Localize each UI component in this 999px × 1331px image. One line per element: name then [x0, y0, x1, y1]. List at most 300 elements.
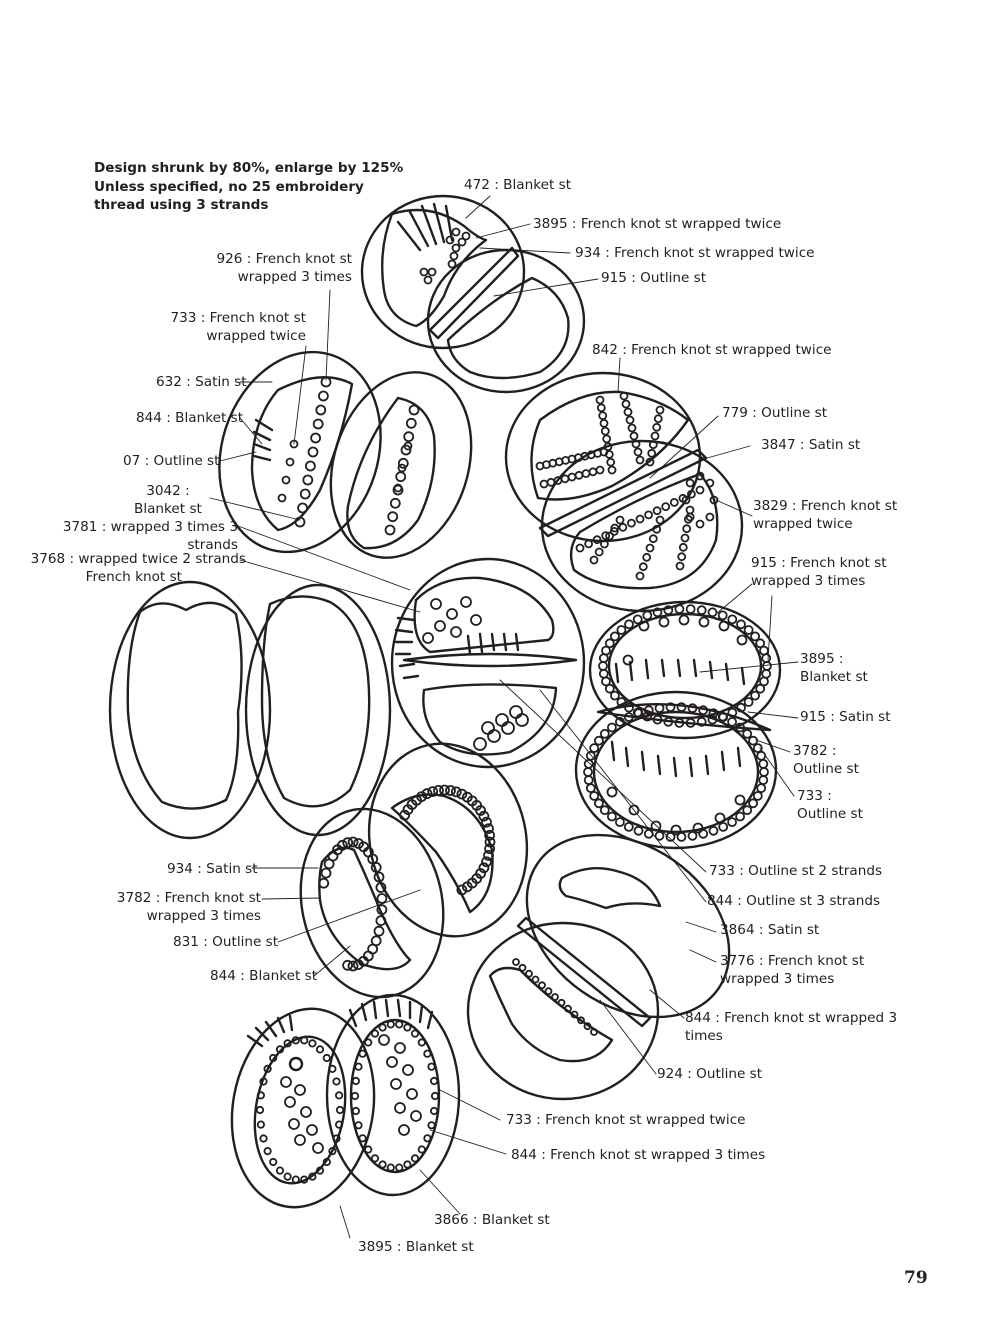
label-3042-line-2: Blanket st [134, 500, 202, 517]
french-knot-dot [431, 599, 441, 609]
french-knot-dot [353, 1108, 359, 1114]
french-knot-dot [391, 1079, 401, 1089]
french-knot-dot [461, 597, 471, 607]
french-knot-dot [309, 448, 318, 457]
french-knot-dot [637, 516, 644, 523]
french-knot-dot [270, 1159, 276, 1165]
label-3782-outline [793, 743, 859, 778]
label-472-blanket: 472 : Blanket st [464, 177, 572, 193]
french-knot-dot [396, 1021, 402, 1027]
label-733-outline [797, 788, 863, 823]
french-knot-dot [386, 526, 395, 535]
label-733-french-knot-bottom: 733 : French knot st wrapped twice [506, 1112, 746, 1128]
french-knot-dot [590, 792, 598, 800]
french-knot-dot [314, 420, 323, 429]
french-knot-dot [680, 616, 689, 625]
french-knot-dot [482, 722, 494, 734]
french-knot-dot [353, 1078, 359, 1084]
french-knot-dot [716, 814, 725, 823]
french-knot-dot [313, 1143, 323, 1153]
french-knot-dot [611, 632, 619, 640]
french-knot-dot [474, 738, 486, 750]
french-knot-dot [608, 788, 617, 797]
french-knot-dot [585, 776, 593, 784]
french-knot-dot [751, 692, 759, 700]
french-knot-dot [447, 609, 457, 619]
french-knot-dot [719, 823, 727, 831]
french-knot-dot [407, 1089, 417, 1099]
french-knot-dot [407, 419, 416, 428]
page-number: 79 [904, 1268, 928, 1288]
french-knot-dot [623, 401, 630, 408]
french-knot-dot [431, 1108, 437, 1114]
french-knot-dot [322, 869, 331, 878]
french-knot-dot [759, 760, 767, 768]
french-knot-dot [548, 479, 555, 486]
french-knot-dot [404, 1161, 410, 1167]
french-knot-dot [698, 606, 706, 614]
french-knot-dot [404, 1024, 410, 1030]
french-knot-dot [541, 481, 548, 488]
label-3895b-line-1: 3895 : [800, 651, 844, 667]
label-3895-blanket-bottom: 3895 : Blanket st [358, 1239, 474, 1255]
french-knot-dot [295, 1135, 305, 1145]
label-3895-blanket [800, 651, 868, 686]
french-knot-dot [421, 269, 428, 276]
french-knot-dot [720, 622, 729, 631]
french-knot-dot [452, 787, 461, 796]
label-3776-line-1: 3776 : French knot st [720, 953, 865, 969]
label-733b-line-2: Outline st [797, 805, 863, 822]
french-knot-dot [319, 392, 328, 401]
french-knot-dot [596, 549, 603, 556]
french-knot-dot [728, 718, 736, 726]
french-knot-dot [700, 618, 709, 627]
french-knot-dot [625, 409, 632, 416]
french-knot-dot [396, 472, 405, 481]
french-knot-dot [697, 521, 704, 528]
label-3866-blanket: 3866 : Blanket st [434, 1212, 550, 1228]
french-knot-dot [311, 434, 320, 443]
french-knot-dot [759, 776, 767, 784]
french-knot-dot [591, 557, 598, 564]
french-knot-dot [359, 1051, 365, 1057]
french-knot-dot [432, 1093, 438, 1099]
label-3829-line-2: wrapped twice [753, 515, 853, 532]
design-note-line-1: Design shrunk by 80%, enlarge by 125% [94, 160, 404, 176]
label-915-french-knot [751, 555, 887, 590]
french-knot-dot [617, 626, 625, 634]
french-knot-dot [607, 459, 614, 466]
seed-pod-lower-right [468, 797, 764, 1099]
french-knot-dot [590, 468, 597, 475]
french-knot-dot [655, 415, 662, 422]
french-knot-dot [624, 656, 633, 665]
french-knot-dot [516, 714, 528, 726]
french-knot-dot [453, 245, 460, 252]
french-knot-dot [760, 768, 768, 776]
french-knot-dot [743, 730, 751, 738]
french-knot-dot [301, 1107, 311, 1117]
french-knot-dot [399, 459, 408, 468]
french-knot-dot [597, 397, 604, 404]
label-934-french-knot: 934 : French knot st wrapped twice [575, 245, 815, 261]
label-844c-line-1: 844 : French knot st wrapped 3 [685, 1010, 898, 1026]
french-knot-dot [429, 269, 436, 276]
french-knot-dot [657, 517, 664, 524]
french-knot-dot [379, 1024, 385, 1030]
french-knot-dot [762, 654, 770, 662]
label-3829-french-knot [753, 498, 897, 533]
french-knot-dot [635, 449, 642, 456]
french-knot-dot [533, 977, 539, 983]
french-knot-dot [295, 1085, 305, 1095]
french-knot-dot [601, 420, 608, 427]
french-knot-dot [640, 563, 647, 570]
label-3847-satin: 3847 : Satin st [761, 437, 861, 453]
french-knot-dot [471, 615, 481, 625]
french-knot-dot [424, 1135, 430, 1141]
design-note [94, 159, 403, 215]
french-knot-dot [260, 1135, 266, 1141]
french-knot-dot [635, 827, 643, 835]
french-knot-dot [411, 1111, 421, 1121]
french-knot-dot [584, 768, 592, 776]
french-knot-dot [343, 961, 352, 970]
french-knot-dot [410, 406, 419, 415]
label-3781-line-2: strands [187, 536, 238, 553]
french-knot-dot [743, 806, 751, 814]
french-knot-dot [365, 1039, 371, 1045]
label-926-french-knot [216, 251, 352, 286]
french-knot-dot [539, 982, 545, 988]
french-knot-dot [595, 799, 603, 807]
french-knot-dot [763, 662, 771, 670]
french-knot-dot [749, 799, 757, 807]
label-3042-line-1: 3042 : [146, 483, 190, 499]
label-733-line-1: 733 : French knot st [170, 310, 306, 326]
french-knot-dot [372, 1030, 378, 1036]
french-knot-dot [284, 1173, 290, 1179]
french-knot-dot [637, 457, 644, 464]
french-knot-dot [391, 499, 400, 508]
french-knot-dot [428, 1122, 434, 1128]
label-07-outline: 07 : Outline st [123, 453, 220, 469]
design-note-line-2: Unless specified, no 25 embroidery [94, 178, 364, 195]
french-knot-dot [647, 545, 654, 552]
french-knot-dot [395, 1103, 405, 1113]
french-knot-dot [706, 514, 713, 521]
label-3829-line-1: 3829 : French knot st [753, 498, 898, 514]
label-3781 [63, 519, 238, 554]
french-knot-dot [736, 796, 745, 805]
french-knot-dot [587, 752, 595, 760]
french-knot-dot [616, 818, 624, 826]
label-844-outline-3-strands: 844 : Outline st 3 strands [707, 893, 881, 909]
french-knot-dot [737, 620, 745, 628]
french-knot-dot [412, 1155, 418, 1161]
label-926-line-2: wrapped 3 times [237, 268, 352, 285]
french-knot-dot [283, 477, 290, 484]
french-knot-dot [662, 503, 669, 510]
french-knot-dot [317, 1046, 323, 1052]
french-knot-dot [355, 1064, 361, 1070]
french-knot-dot [510, 706, 522, 718]
label-3864-satin: 3864 : Satin st [720, 922, 820, 938]
french-knot-dot [745, 698, 753, 706]
french-knot-dot [301, 490, 310, 499]
french-knot-dot [678, 553, 685, 560]
french-knot-dot [587, 784, 595, 792]
french-knot-dot [650, 535, 657, 542]
french-knot-dot [585, 760, 593, 768]
french-knot-dot [682, 535, 689, 542]
french-knot-dot [680, 544, 687, 551]
french-knot-dot [333, 1078, 339, 1084]
french-knot-dot [316, 406, 325, 415]
french-knot-dot [598, 404, 605, 411]
label-915b-line-2: wrapped 3 times [751, 572, 866, 589]
french-knot-dot [648, 450, 655, 457]
french-knot-dot [352, 1093, 358, 1099]
french-knot-dot [736, 813, 744, 821]
french-knot-dot [728, 818, 736, 826]
french-knot-dot [309, 1040, 315, 1046]
french-knot-dot [496, 714, 508, 726]
french-knot-dot [599, 412, 606, 419]
french-knot-dot [631, 433, 638, 440]
french-knot-dot [423, 633, 433, 643]
label-3776-line-2: wrapped 3 times [720, 970, 835, 987]
label-3895b-line-2: Blanket st [800, 668, 868, 685]
french-knot-dot [689, 832, 697, 840]
french-knot-dot [583, 470, 590, 477]
french-knot-dot [719, 611, 727, 619]
french-knot-dot [387, 1057, 397, 1067]
french-knot-dot [404, 432, 413, 441]
french-knot-dot [601, 806, 609, 814]
french-knot-dot [257, 1107, 263, 1113]
french-knot-dot [459, 239, 466, 246]
french-knot-dot [307, 1125, 317, 1135]
french-knot-dot [412, 1030, 418, 1036]
french-knot-dot [359, 1135, 365, 1141]
french-knot-dot [677, 563, 684, 570]
french-knot-dot [609, 467, 616, 474]
french-knot-dot [608, 813, 616, 821]
french-knot-dot [562, 475, 569, 482]
label-934-satin: 934 : Satin st [167, 861, 258, 877]
french-knot-dot [355, 1122, 361, 1128]
french-knot-dot [601, 730, 609, 738]
french-knot-dot [585, 540, 592, 547]
seed-pod-large-left [110, 582, 390, 838]
french-knot-dot [289, 1119, 299, 1129]
french-knot-dot [687, 605, 695, 613]
label-831-outline: 831 : Outline st [173, 934, 279, 950]
french-knot-dot [502, 722, 514, 734]
french-knot-dot [687, 480, 694, 487]
french-knot-dot [337, 1107, 343, 1113]
french-knot-dot [757, 752, 765, 760]
french-knot-dot [654, 507, 661, 514]
label-3782b-line-1: 3782 : French knot st [116, 890, 261, 906]
label-924-outline: 924 : Outline st [657, 1066, 763, 1082]
label-3782-french-knot [117, 890, 261, 925]
label-3782b-line-2: wrapped 3 times [146, 907, 261, 924]
french-knot-dot [324, 1055, 330, 1061]
label-733b-line-1: 733 : [797, 788, 832, 804]
label-915b-line-1: 915 : French knot st [751, 555, 887, 571]
label-779-outline: 779 : Outline st [722, 405, 828, 421]
french-knot-dot [453, 229, 460, 236]
french-knot-dot [697, 487, 704, 494]
french-knot-dot [428, 1064, 434, 1070]
label-842-french-knot: 842 : French knot st wrapped twice [592, 342, 832, 358]
french-knot-dot [488, 730, 500, 742]
french-knot-dot [577, 545, 584, 552]
label-915-outline: 915 : Outline st [601, 270, 707, 286]
french-knot-dot [552, 994, 558, 1000]
label-844-french-knot-bottom: 844 : French knot st wrapped 3 times [511, 1147, 766, 1163]
seed-pod-right-middle [576, 602, 780, 848]
french-knot-dot [431, 1078, 437, 1084]
label-733-line-2: wrapped twice [206, 327, 306, 344]
french-knot-dot [395, 1043, 405, 1053]
label-844c-line-2: times [685, 1027, 723, 1044]
french-knot-dot [645, 511, 652, 518]
french-knot-dot [451, 627, 461, 637]
label-3768 [31, 551, 246, 586]
french-knot-dot [595, 737, 603, 745]
french-knot-dot [281, 1077, 291, 1087]
french-knot-dot [293, 1176, 299, 1182]
french-knot-dot [627, 417, 634, 424]
french-knot-dot [597, 467, 604, 474]
french-knot-dot [653, 424, 660, 431]
french-knot-dot [600, 670, 608, 678]
french-knot-dot [419, 1039, 425, 1045]
french-knot-dot [602, 428, 609, 435]
french-knot-dot [628, 520, 635, 527]
french-knot-dot [435, 621, 445, 631]
label-632-satin: 632 : Satin st [156, 374, 247, 390]
french-knot-dot [625, 620, 633, 628]
french-knot-dot [303, 476, 312, 485]
french-knot-dot [576, 472, 583, 479]
french-knot-dot [660, 618, 669, 627]
french-knot-dot [745, 626, 753, 634]
french-knot-dot [608, 724, 616, 732]
french-knot-dot [287, 459, 294, 466]
french-knot-dot [372, 1155, 378, 1161]
french-knot-dot [379, 1035, 389, 1045]
french-knot-dot [645, 830, 653, 838]
french-knot-dot [569, 474, 576, 481]
french-knot-dot [675, 605, 683, 613]
french-knot-dot [617, 517, 624, 524]
french-knot-dot [738, 636, 747, 645]
french-knot-dot [264, 1148, 270, 1154]
french-knot-dot [687, 507, 694, 514]
label-844-blanket-lower: 844 : Blanket st [210, 968, 318, 984]
french-knot-dot [298, 504, 307, 513]
french-knot-dot [277, 1167, 283, 1173]
french-knot-dot [388, 1164, 394, 1170]
label-915-satin: 915 : Satin st [800, 709, 891, 725]
french-knot-dot [683, 525, 690, 532]
french-knot-dot [449, 261, 456, 268]
french-knot-dot [419, 1146, 425, 1152]
french-knot-dot [520, 965, 526, 971]
label-844-french-knot-3 [685, 1010, 897, 1045]
french-knot-dot [590, 744, 598, 752]
label-3768-line-2: French knot st [85, 568, 182, 585]
french-knot-dot [379, 1161, 385, 1167]
label-3782a-line-2: Outline st [793, 760, 859, 777]
french-knot-dot [424, 1051, 430, 1057]
french-knot-dot [336, 1092, 342, 1098]
french-knot-dot [749, 737, 757, 745]
french-knot-dot [513, 959, 519, 965]
french-knot-dot [388, 1021, 394, 1027]
label-3781-line-1: 3781 : wrapped 3 times 3 [62, 519, 238, 535]
french-knot-dot [425, 277, 432, 284]
french-knot-dot [643, 554, 650, 561]
french-knot-dot [403, 1065, 413, 1075]
french-knot-dot [599, 662, 607, 670]
french-knot-dot [546, 988, 552, 994]
french-knot-dot [301, 1037, 307, 1043]
french-knot-dot [396, 1164, 402, 1170]
french-knot-dot [754, 792, 762, 800]
french-knot-dot [285, 1097, 295, 1107]
label-3776-french-knot [720, 953, 864, 988]
french-knot-dot [365, 1146, 371, 1152]
french-knot-dot [375, 927, 384, 936]
label-926-line-1: 926 : French knot st [216, 251, 352, 267]
french-knot-dot [258, 1121, 264, 1127]
french-knot-dot [657, 407, 664, 414]
french-knot-dot [671, 499, 678, 506]
label-3768-line-1: 3768 : wrapped twice 2 strands [30, 551, 246, 567]
french-knot-dot [709, 608, 717, 616]
french-knot-dot [279, 495, 286, 502]
french-knot-dot [728, 615, 736, 623]
french-knot-dot [526, 971, 532, 977]
french-knot-dot [710, 827, 718, 835]
french-knot-dot [388, 512, 397, 521]
label-3895-french-knot: 3895 : French knot st wrapped twice [533, 216, 782, 232]
french-knot-dot [603, 435, 610, 442]
design-note-line-3: thread using 3 strands [94, 197, 269, 213]
seed-pod-upper-left [194, 331, 494, 576]
french-knot-dot [757, 784, 765, 792]
french-knot-dot [643, 611, 651, 619]
label-733-outline-2-strands: 733 : Outline st 2 strands [709, 863, 883, 879]
french-knot-dot [399, 1125, 409, 1135]
label-3782a-line-1: 3782 : [793, 743, 837, 759]
french-knot-dot [377, 894, 386, 903]
french-knot-dot [629, 425, 636, 432]
french-knot-dot [652, 433, 659, 440]
french-knot-dot [451, 253, 458, 260]
french-knot-dot [637, 573, 644, 580]
label-3042-blanket [134, 483, 202, 518]
french-knot-dot [656, 832, 664, 840]
french-knot-dot [625, 823, 633, 831]
french-knot-dot [619, 524, 626, 531]
